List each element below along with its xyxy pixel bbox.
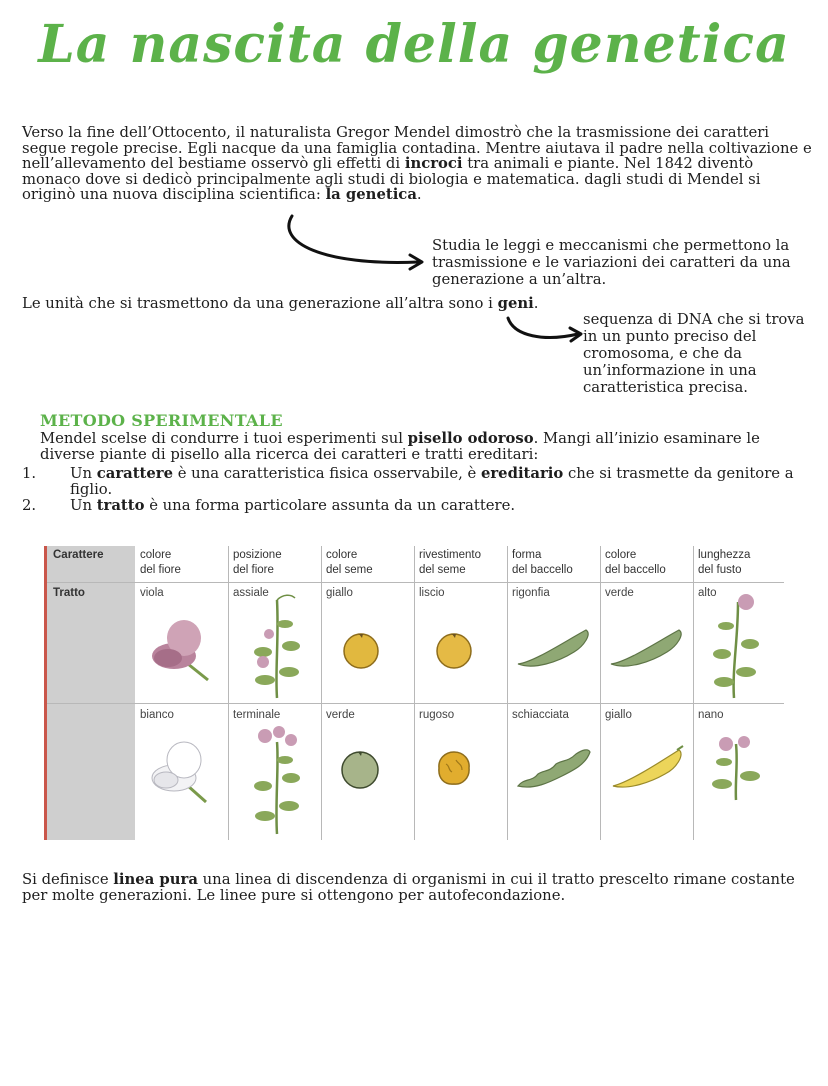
inflated-pod-icon xyxy=(514,622,594,672)
dwarf-plant-icon xyxy=(708,732,764,802)
term-incroci: incroci xyxy=(404,155,463,172)
trait-label: nano xyxy=(698,709,724,721)
terminal-flower-plant-icon xyxy=(249,724,305,836)
mendel-traits-table xyxy=(44,546,784,840)
definition-list xyxy=(22,466,812,515)
metodo-paragraph: Mendel scelse di condurre i tuoi esperimenti sul pisello odoroso. Mangi all’inizio esaminare le diverse piante di pisello alla ricerca dei caratteri e tratti ereditari: xyxy=(40,430,760,463)
linea-pura-paragraph: Si definisce linea pura una linea di discendenza di organismi in cui il tratto prescelto rimane costante per molte generazioni. Le linee pure si ottengono per autofecondazione. xyxy=(22,871,795,904)
purple-flower-icon xyxy=(144,614,216,686)
col-header-colore-seme: colore del seme xyxy=(326,549,373,576)
term-geni: geni xyxy=(497,295,534,312)
row-header-carattere: Carattere xyxy=(53,549,104,561)
trait-label: alto xyxy=(698,587,717,599)
trait-label: bianco xyxy=(140,709,174,721)
col-header-posizione-fiore: posizione del fiore xyxy=(233,549,282,576)
green-pod-icon xyxy=(607,622,687,672)
trait-label: rigonfia xyxy=(512,587,550,599)
col-header-forma-baccello: forma del baccello xyxy=(512,549,573,576)
trait-label: schiacciata xyxy=(512,709,569,721)
row-header-tratto: Tratto xyxy=(53,587,85,599)
trait-label: terminale xyxy=(233,709,281,721)
term-linea-pura: linea pura xyxy=(113,871,198,888)
list-item-tratto: 2. Un tratto è una forma particolare assunta da un carattere. xyxy=(22,497,516,514)
arrow-genetica-icon xyxy=(282,212,432,274)
list-item-carattere: 1. Un carattere è una caratteristica fisica osservabile, è ereditario che si trasmette da genitore a figlio. xyxy=(22,465,794,498)
term-pisello: pisello odoroso xyxy=(407,430,534,447)
tall-plant-icon xyxy=(708,590,764,700)
yellow-pod-icon xyxy=(607,742,687,794)
trait-label: liscio xyxy=(419,587,445,599)
trait-label: verde xyxy=(605,587,634,599)
white-flower-icon xyxy=(144,736,216,808)
geni-paragraph: Le unità che si trasmettono da una generazione all’altra sono i geni. xyxy=(22,295,539,312)
genetica-definition: Studia le leggi e meccanismi che permettono la trasmissione e le variazioni dei caratteri da una generazione a un’altra. xyxy=(432,237,791,288)
trait-label: rugoso xyxy=(419,709,455,721)
trait-label: assiale xyxy=(233,587,269,599)
term-genetica: la genetica xyxy=(325,186,417,203)
trait-label: verde xyxy=(326,709,355,721)
arrow-geni-icon xyxy=(504,314,586,344)
col-header-colore-baccello: colore del baccello xyxy=(605,549,666,576)
col-header-lunghezza-fusto: lunghezza del fusto xyxy=(698,549,751,576)
section-heading-metodo: METODO SPERIMENTALE xyxy=(40,411,283,430)
axial-flower-plant-icon xyxy=(249,590,305,700)
trait-label: giallo xyxy=(605,709,632,721)
col-header-rivestimento-seme: rivestimento del seme xyxy=(419,549,481,576)
intro-paragraph: Verso la fine dell’Ottocento, il naturalista Gregor Mendel dimostrò che la trasmissione dei caratteri segue regole precise. Egli nacque da una famiglia contadina. Mentre aiutava il padre nella coltivazione e nell’allevamento del bestiame osservò gli effetti di incroci tra animali e piante. Nel 1842 diventò monaco dove si dedicò principalmente agli studi di biologia e matematica. dagli studi di Mendel si originò una nuova disciplina scientifica: la genetica. xyxy=(22,124,812,203)
col-header-colore-fiore: colore del fiore xyxy=(140,549,181,576)
trait-label: viola xyxy=(140,587,164,599)
geni-definition: sequenza di DNA che si trova in un punto preciso del cromosoma, e che da un’informazione in una caratteristica precisa. xyxy=(583,311,805,396)
constricted-pod-icon xyxy=(514,742,594,794)
page-title: La nascita della genetica xyxy=(38,14,790,75)
trait-label: giallo xyxy=(326,587,353,599)
green-seed-icon xyxy=(339,748,381,790)
yellow-seed-icon xyxy=(341,630,381,670)
smooth-seed-icon xyxy=(434,630,474,670)
wrinkled-seed-icon xyxy=(434,748,474,788)
